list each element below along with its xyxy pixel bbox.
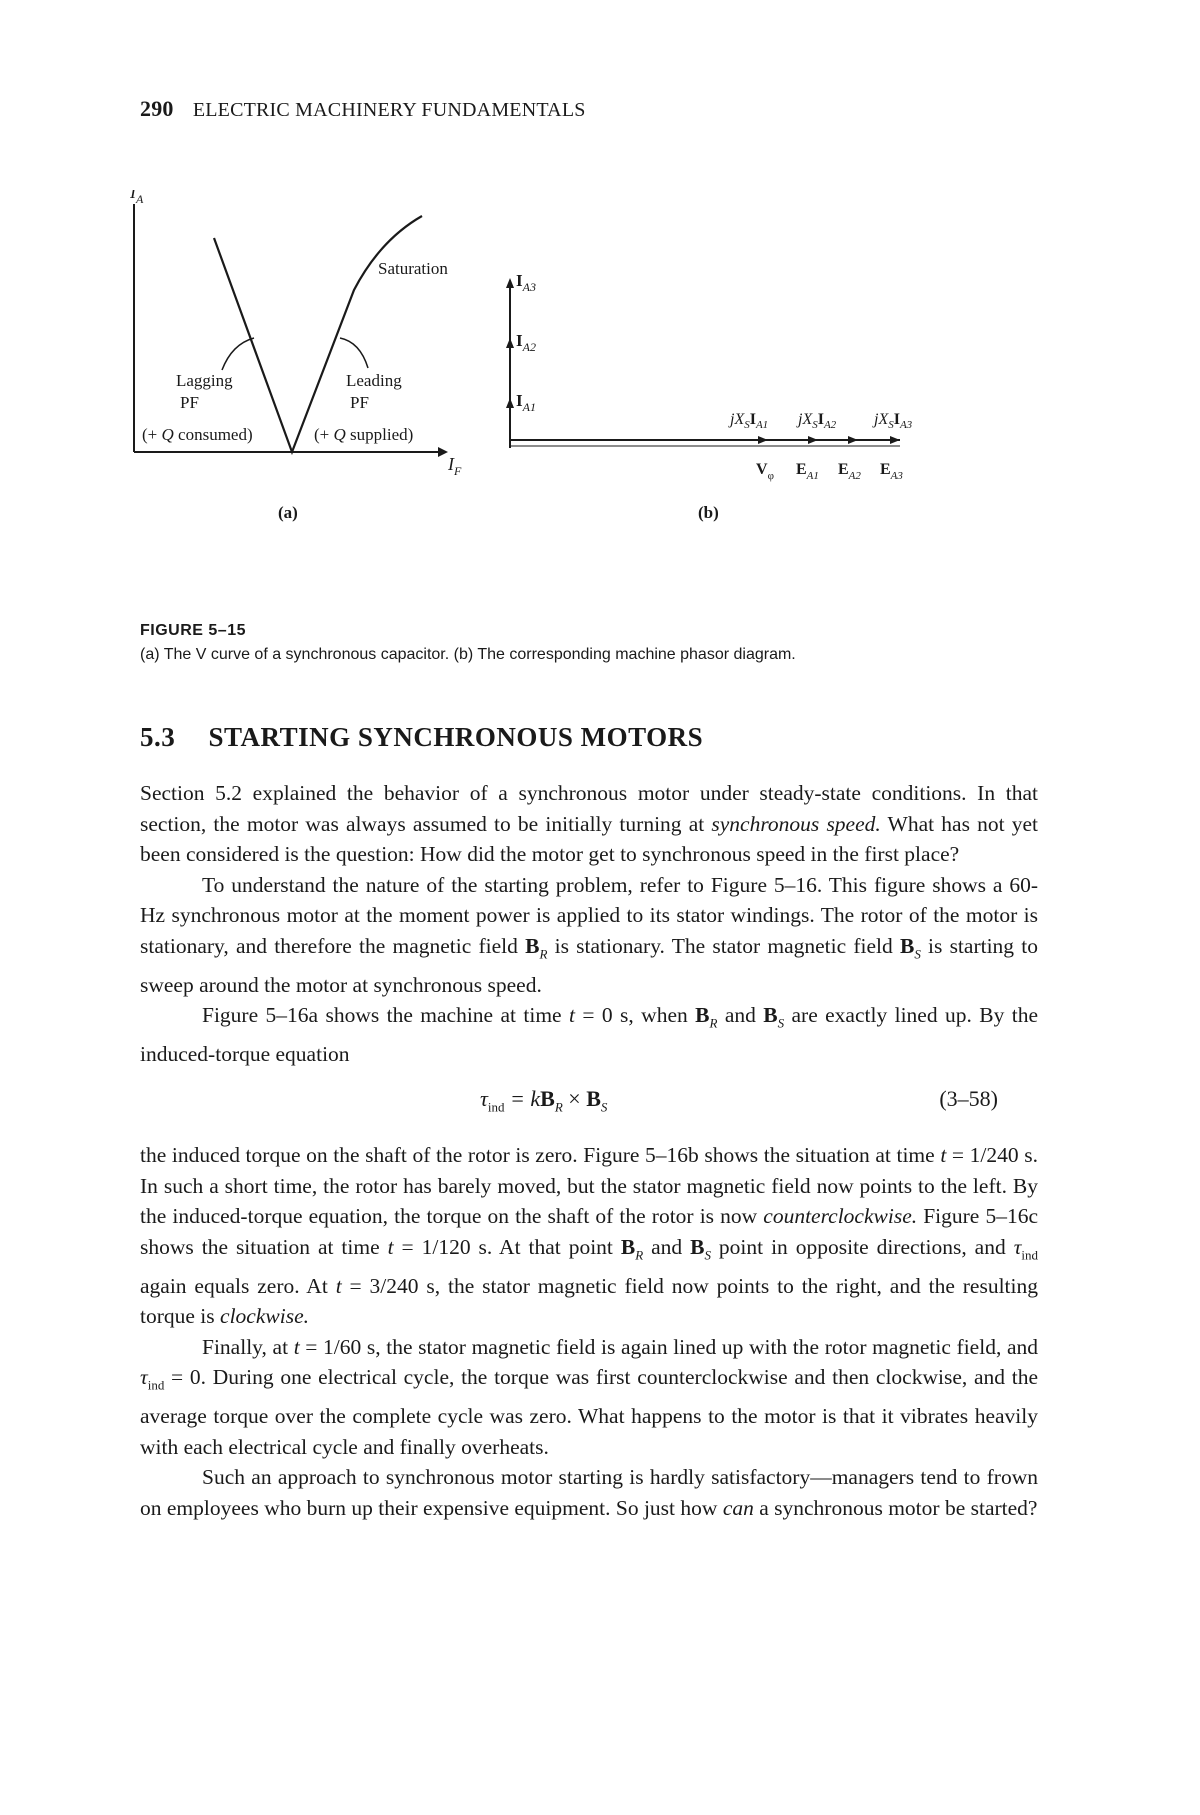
- ia2-label: $I_{A2}$: [516, 331, 536, 354]
- running-title: ELECTRIC MACHINERY FUNDAMENTALS: [192, 99, 586, 121]
- body-text: [140, 778, 1038, 1524]
- panel-a-label: (a): [278, 503, 298, 522]
- page-number: 290: [140, 96, 174, 121]
- caption-text: (a) The V curve of a synchronous capacitor. (b) The corresponding machine phasor diagram.: [140, 646, 796, 663]
- phasor-panel: [506, 271, 913, 522]
- if-axis-label: $I_F$: [448, 454, 462, 478]
- jxs-ia1-label: $jX_SI_{A1}$: [730, 411, 769, 431]
- equation-body: $\tau_{ind} = kB_R \times B_S$: [480, 1085, 608, 1115]
- panel-b-label: (b): [698, 503, 719, 522]
- equation-3-58: [140, 1076, 1038, 1132]
- lagging-label-1: Lagging: [176, 371, 233, 390]
- ia3-label: $I_{A3}$: [516, 271, 536, 294]
- saturation-label: Saturation: [378, 259, 448, 278]
- ia-axis-label: $I_A$: [130, 190, 144, 206]
- v-phi-label: $V_\varphi$: [756, 461, 774, 482]
- v-curve-panel: [130, 190, 462, 522]
- ia2-arrow: [506, 338, 514, 348]
- paragraph-6: Such an approach to synchronous motor starting is hardly satisfactory—managers tend to frown on employees who burn up their expensive equipment. So just how can a synchronous motor be started?: [140, 1465, 1038, 1521]
- running-header: [140, 96, 586, 122]
- ia1-arrow: [506, 398, 514, 408]
- ia3-arrow: [506, 278, 514, 288]
- paragraph-5: Finally, at t = 1/60 s, the stator magnetic field is again lined up with the rotor magnetic field, and $\tau_{ind} = 0$. During one electrical cycle, the torque was first counterclockwise and then clockwise, and the average torque over the complete cycle was zero. What happens to the motor is that it vibrates heavily with each electrical cycle and finally overheats.: [140, 1334, 1039, 1459]
- jxs-ia2-label: $jX_SI_{A2}$: [798, 411, 837, 431]
- ea1-arrow: [808, 436, 818, 444]
- equation-number: (3–58): [939, 1085, 998, 1111]
- v-curve: [214, 216, 422, 452]
- ea2-label: $E_{A2}$: [838, 461, 861, 482]
- section-heading: [140, 722, 703, 753]
- lagging-label-3: (+ Q consumed): [142, 425, 253, 444]
- v-phi-arrow: [758, 436, 768, 444]
- jxs-ia3-label: $jX_SI_{A3}$: [874, 411, 913, 431]
- leading-label-3: (+ Q supplied): [314, 425, 414, 444]
- section-number: 5.3: [140, 722, 176, 752]
- paragraph-4: the induced torque on the shaft of the rotor is zero. Figure 5–16b shows the situation at time t = 1/240 s. In such a short time, the rotor has barely moved, but the stator magnetic field now points to the left. By the induced-torque equation, the torque on the shaft of the rotor is now counterclockwise. Figure 5–16c shows the situation at time t = 1/120 s. At that point $B_R$ and $B_S$ point in opposite directions, and $\tau_{ind}$ again equals zero. At t = 3/240 s, the stator magnetic field now points to the right, and the resulting torque is clockwise.: [140, 1142, 1039, 1329]
- lagging-label-2: PF: [180, 393, 199, 412]
- paragraph-3: Figure 5–16a shows the machine at time t = 0 s, when $B_R$ and $B_S$ are exactly lined up. By the induced-torque equation: [140, 1003, 1038, 1067]
- leading-arc: [340, 338, 368, 368]
- ia1-label: $I_{A1}$: [516, 391, 536, 414]
- paragraph-1: Section 5.2 explained the behavior of a synchronous motor under steady-state conditions. In that section, the motor was always assumed to be initially turning at synchronous speed. What has not yet been considered is the question: How did the motor get to synchronous speed in the first place?: [140, 781, 1038, 867]
- if-axis-arrow: [438, 447, 448, 457]
- leading-label-1: Leading: [346, 371, 402, 390]
- figure-5-15: [130, 190, 1090, 610]
- section-title: STARTING SYNCHRONOUS MOTORS: [208, 722, 704, 752]
- ea2-arrow: [848, 436, 858, 444]
- ea3-arrow: [890, 436, 900, 444]
- figure-caption: [140, 622, 1060, 664]
- figure-svg: [130, 190, 1090, 610]
- lagging-arc: [222, 338, 254, 370]
- ea1-label: $E_{A1}$: [796, 461, 819, 482]
- figure-number: FIGURE 5–15: [140, 622, 246, 639]
- ea3-label: $E_{A3}$: [880, 461, 903, 482]
- leading-label-2: PF: [350, 393, 369, 412]
- paragraph-2: To understand the nature of the starting problem, refer to Figure 5–16. This figure shows a 60-Hz synchronous motor at the moment power is applied to its stator windings. The rotor of the motor is stationary, and therefore the magnetic field $B_R$ is stationary. The stator magnetic field $B_S$ is starting to sweep around the motor at synchronous speed.: [140, 872, 1038, 997]
